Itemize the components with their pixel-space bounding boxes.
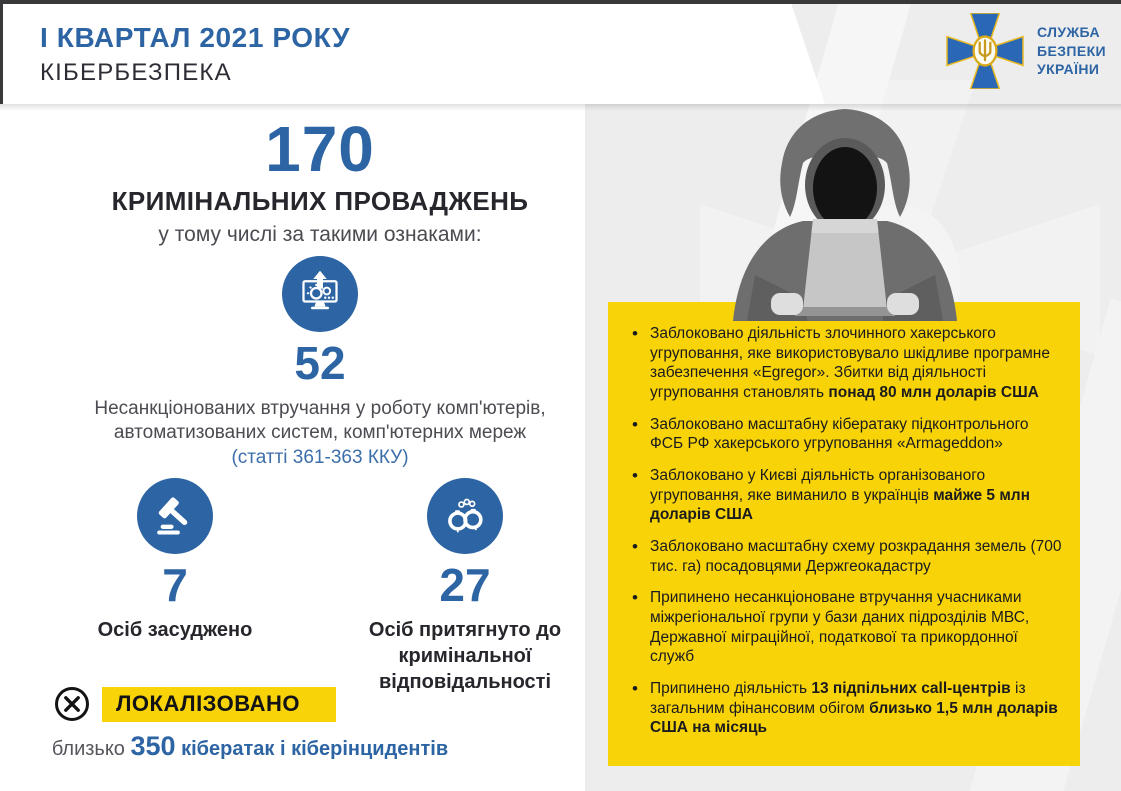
intrusions-value: 52 (294, 337, 346, 389)
page-title: І КВАРТАЛ 2021 РОКУ (40, 22, 351, 53)
convicted-label: Осіб засуджено (97, 618, 253, 641)
intrusions-stat (30, 256, 610, 469)
localized-badge: ЛОКАЛІЗОВАНО (102, 687, 336, 722)
gavel-icon (152, 493, 198, 539)
sbu-logo (946, 13, 1106, 89)
localized-block (52, 684, 336, 724)
achievement-item (630, 415, 1062, 454)
logo-line: УКРАЇНИ (1037, 61, 1100, 78)
achievement-text: Заблоковано масштабну схему розкрадання земель (700 тис. га) посадовцями Держгеокадастру (650, 538, 1062, 575)
achievement-highlight: 13 підпільних call-центрів (811, 680, 1011, 698)
prosecuted-icon-circle (427, 478, 503, 554)
statute-reference: (статті 361-363 ККУ) (231, 446, 409, 468)
achievement-text: із загальним фінансовим обігом (650, 680, 1026, 717)
achievement-text: Заблоковано діяльність злочинного хакерського угруповання, яке використовувало шкідливе програмне забезпечення «Egregor». Збитки від діяльності угруповання становлять (650, 325, 1050, 402)
convicted-stat (30, 478, 320, 695)
achievements-panel (608, 302, 1080, 766)
achievement-text: Припинено діяльність (650, 680, 812, 698)
persons-stats-row (30, 478, 610, 695)
intrusions-desc-line2: автоматизованих систем, комп'ютерних мереж (113, 421, 527, 443)
criminal-cases-sublabel: у тому числі за такими ознаками: (158, 223, 482, 247)
sbu-emblem-icon (946, 13, 1024, 89)
convicted-icon-circle (137, 478, 213, 554)
achievement-item (630, 537, 1062, 576)
localized-amount: 350 (130, 731, 176, 761)
handcuffs-icon (442, 493, 488, 539)
intrusions-desc-line1: Несанкціонованих втручання у роботу комп'ютерів, (94, 397, 546, 419)
achievement-highlight: близько 1,5 млн доларів США на місяць (650, 699, 1058, 737)
achievement-item (630, 466, 1062, 525)
achievement-text: Заблоковано масштабну кібератаку підконтрольного ФСБ РФ хакерського угруповання «Armageddon» (650, 415, 1029, 453)
achievement-item (630, 588, 1062, 667)
monitor-breach-icon (296, 270, 344, 318)
page-subtitle: КІБЕРБЕЗПЕКА (40, 59, 232, 86)
convicted-value: 7 (162, 559, 188, 611)
hooded-hacker-illustration (655, 103, 1035, 321)
intrusions-icon-circle (282, 256, 358, 332)
logo-line: БЕЗПЕКИ (1037, 42, 1106, 59)
localized-suffix: кібератак і кіберінцидентів (175, 738, 449, 760)
achievement-text: Заблоковано у Києві діяльність організованого угруповання, яке виманило в українців (650, 467, 986, 504)
criminal-cases-value: 170 (265, 113, 375, 185)
achievement-highlight: понад 80 млн доларів США (828, 384, 1039, 402)
logo-line: СЛУЖБА (1037, 24, 1100, 41)
header (40, 22, 350, 87)
achievement-item (630, 324, 1062, 403)
achievement-highlight: майже 5 млн доларів США (650, 486, 1031, 524)
sbu-logo-text (1037, 23, 1106, 79)
prosecuted-value: 27 (439, 559, 491, 611)
criminal-cases-label: КРИМІНАЛЬНИХ ПРОВАДЖЕНЬ (111, 186, 529, 217)
localized-prefix: близько (51, 738, 131, 760)
top-border-bar (0, 0, 1121, 4)
criminal-cases-stat (30, 113, 610, 247)
prosecuted-label: Осіб притягнуто до кримінальної відповідальності (368, 618, 562, 693)
achievement-text: Припинено несанкціоноване втручання учасниками міжрегіональної групи у бази даних підрозділів МВС, Державної міграційної, податкової та прикордонної служб (650, 589, 1030, 666)
achievements-list (608, 302, 1080, 738)
prosecuted-stat (320, 478, 610, 695)
left-border-accent (0, 0, 3, 104)
crossed-circle-icon (52, 684, 92, 724)
achievement-item (630, 679, 1062, 738)
intrusions-description (30, 397, 610, 445)
localized-summary (40, 731, 460, 762)
